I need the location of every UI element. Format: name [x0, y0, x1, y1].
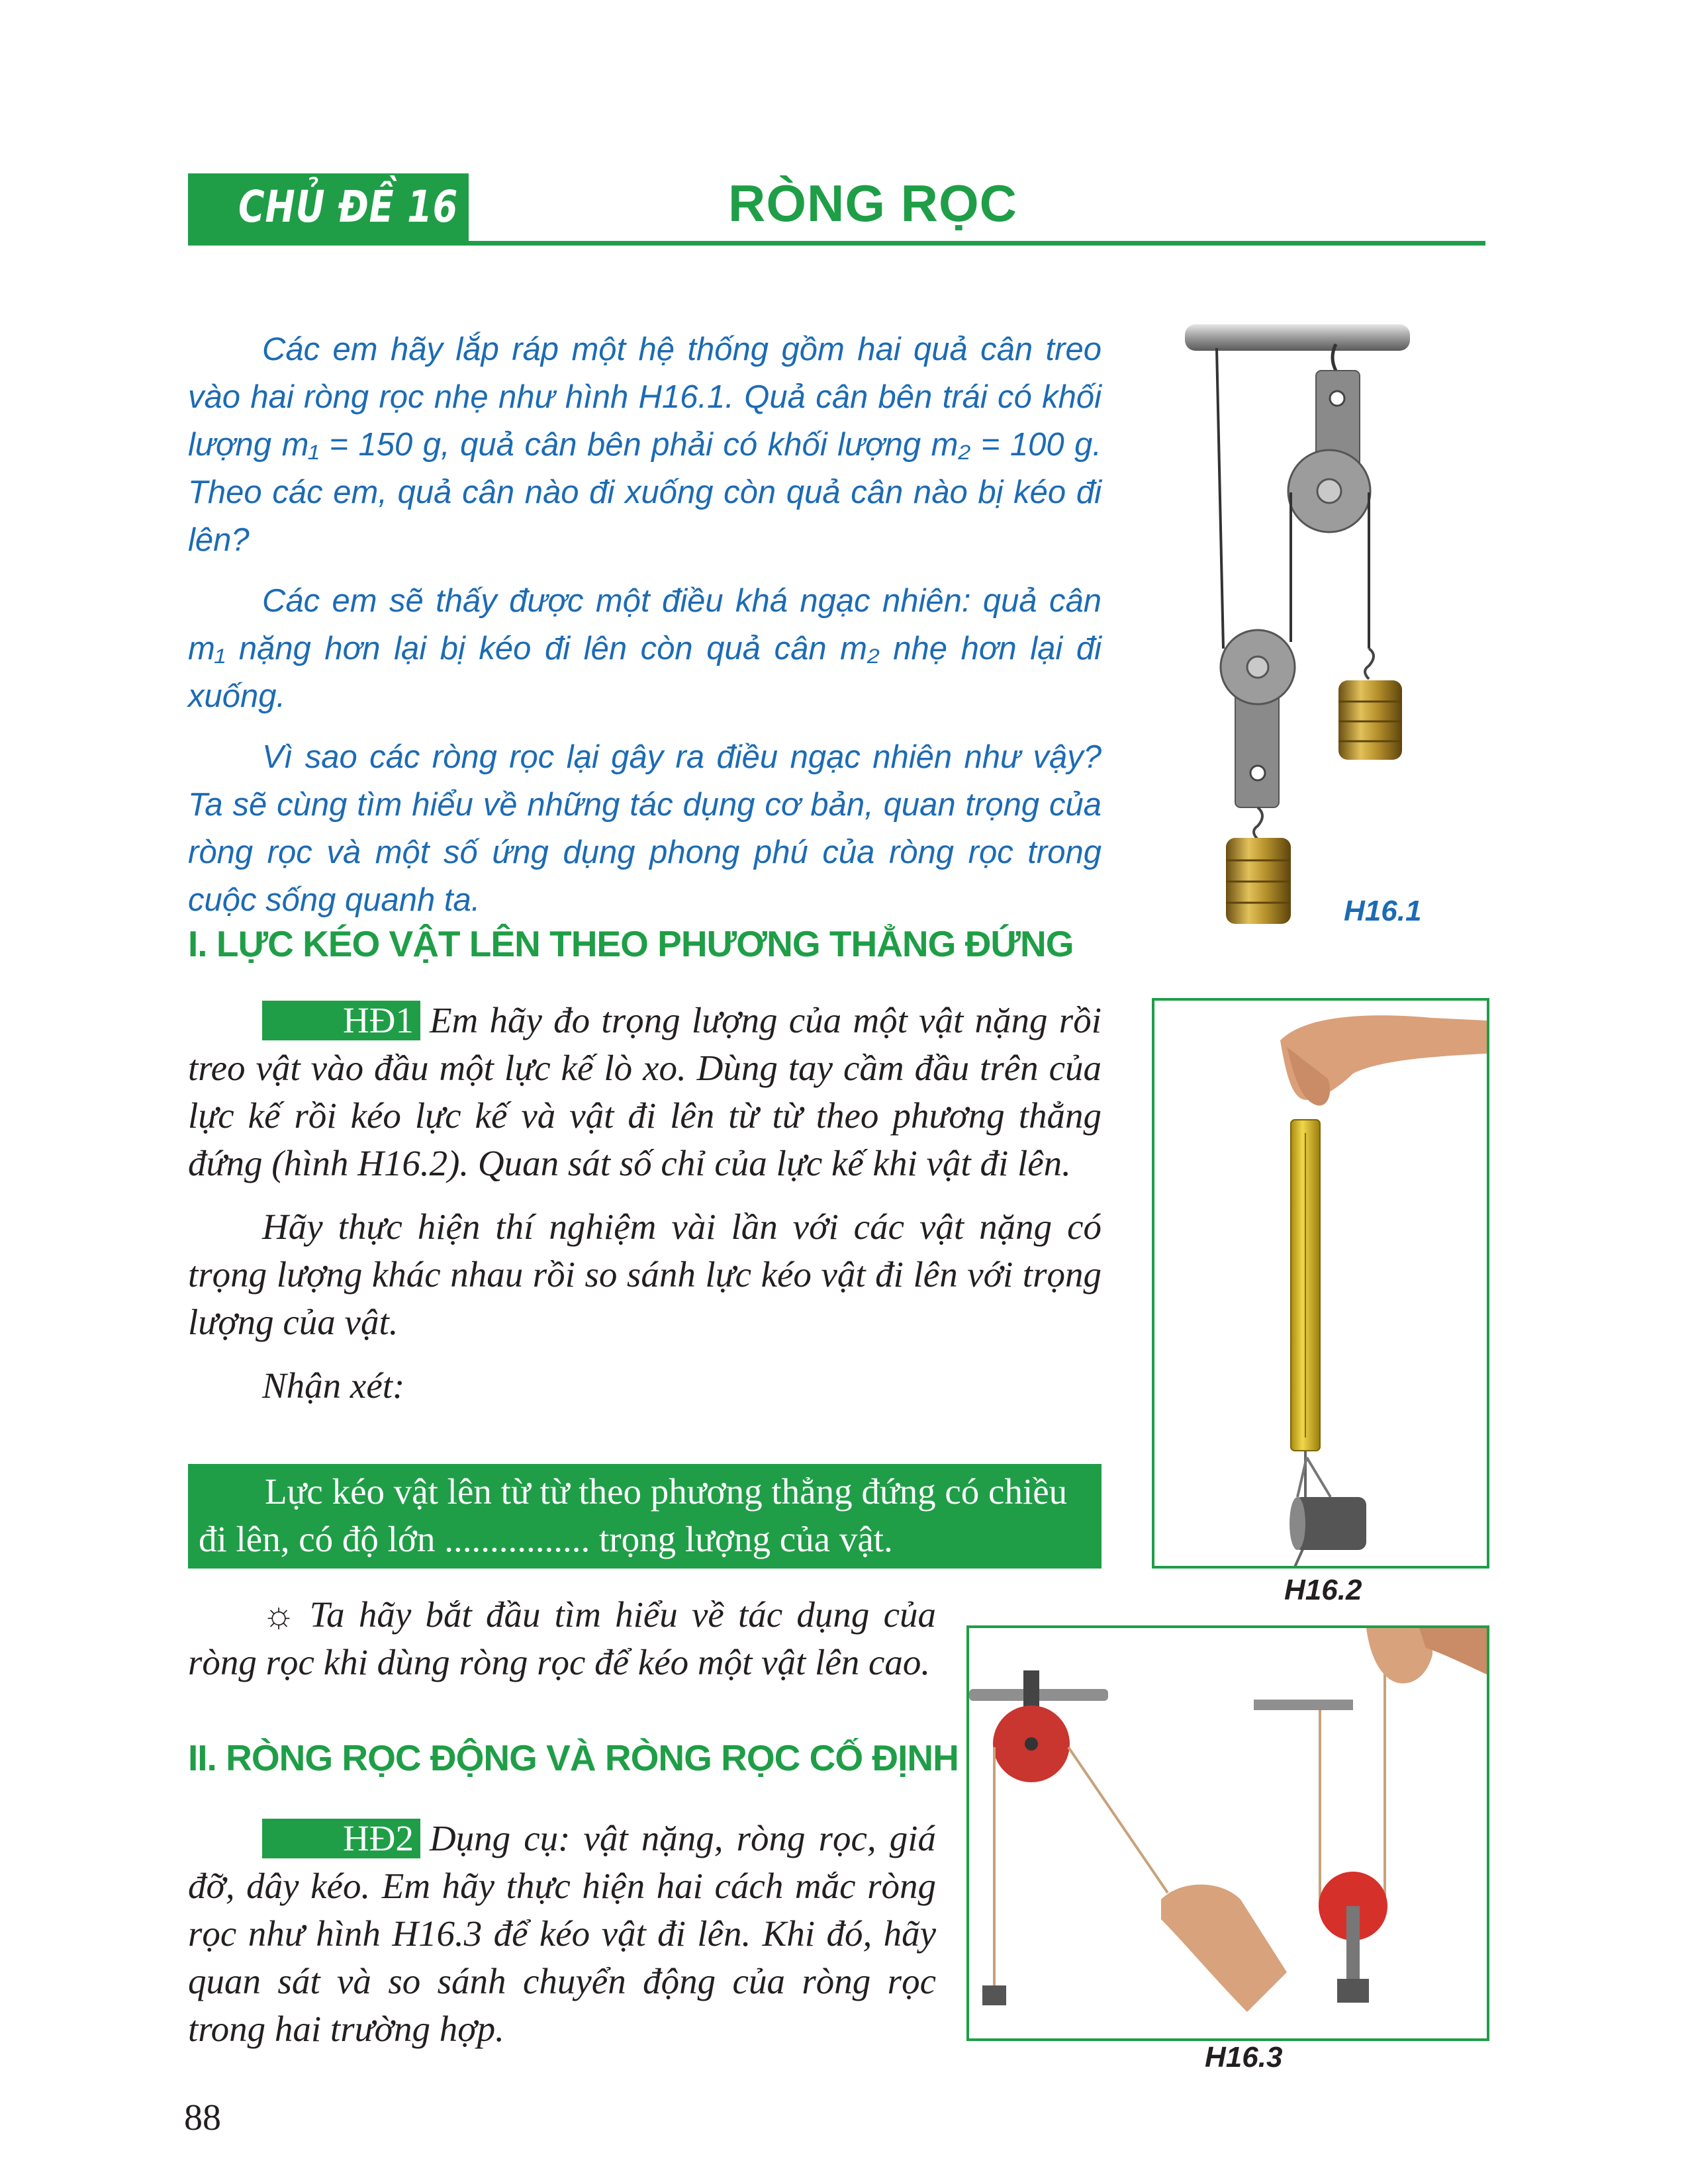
transition-sentence: Ta hãy bắt đầu tìm hiểu về tác dụng của ròng rọc khi dùng ròng rọc để kéo một vật lên cao.	[188, 1594, 937, 1682]
transition-text	[188, 1591, 936, 1686]
section-1-paragraph-2: Hãy thực hiện thí nghiệm vài lần với các vật nặng có trọng lượng khác nhau rồi so sánh lực kéo vật đi lên với trọng lượng của vật.	[188, 1206, 1102, 1342]
section-2-heading: II. RÒNG RỌC ĐỘNG VÀ RÒNG RỌC CỐ ĐỊNH	[188, 1737, 959, 1778]
weight-cylinder	[1284, 1451, 1383, 1563]
section-1-body	[188, 997, 1102, 1426]
hd1-text: Em hãy đo trọng lượng của một vật nặng rồi treo vật vào đầu một lực kế lò xo. Dùng tay cầm đầu trên của lực kế rồi kéo lực kế và vật đi lên từ từ theo phương thẳng đứng (hình H16.2). Quan sát số chỉ của lực kế khi vật đi lên.	[188, 1000, 1102, 1183]
section-2-body	[188, 1815, 936, 2069]
figure-h16-2	[1152, 998, 1489, 1569]
pulleys-illustration	[969, 1628, 1487, 2038]
topic-label: CHỦ ĐỀ 16	[238, 181, 459, 232]
section-1-heading: I. LỰC KÉO VẬT LÊN THEO PHƯƠNG THẲNG ĐỨNG	[188, 923, 1074, 964]
title-rule	[188, 241, 1485, 246]
sun-icon: ☼	[262, 1594, 296, 1635]
caption-h16-3: H16.3	[1205, 2041, 1283, 2073]
page-number: 88	[184, 2097, 221, 2138]
figure-h16-1	[1165, 304, 1430, 940]
figure-h16-3	[966, 1625, 1489, 2041]
caption-h16-1: H16.1	[1344, 895, 1422, 927]
hd2-badge: HĐ2	[262, 1819, 420, 1858]
caption-h16-2: H16.2	[1284, 1574, 1362, 1606]
hd1-paragraph	[188, 997, 1102, 1187]
intro-paragraph-2: Các em sẽ thấy được một điều khá ngạc nhiên: quả cân m₁ nặng hơn lại bị kéo đi lên còn quả cân m₂ nhẹ hơn lại đi xuống.	[188, 583, 1102, 714]
remark-box-text: Lực kéo vật lên từ từ theo phương thẳng đứng có chiều đi lên, có độ lớn ................ trọng lượng của vật.	[199, 1471, 1068, 1559]
remark-box	[188, 1464, 1102, 1569]
intro-paragraph-3: Vì sao các ròng rọc lại gây ra điều ngạc nhiên như vậy? Ta sẽ cùng tìm hiểu về những tác dụng cơ bản, quan trọng của ròng rọc và một số ứng dụng phong phú của ròng rọc trong cuộc sống quanh ta.	[188, 739, 1102, 918]
intro-paragraph-1: Các em hãy lắp ráp một hệ thống gồm hai quả cân treo vào hai ròng rọc nhẹ như hình H16.1. Quả cân bên trái có khối lượng m₁ = 150 g, quả cân bên phải có khối lượng m₂ = 100 g. Theo các em, quả cân nào đi xuống còn quả cân nào bị kéo đi lên?	[188, 332, 1102, 558]
hd2-paragraph	[188, 1815, 936, 2053]
hd1-badge: HĐ1	[262, 1001, 420, 1040]
hd2-text: Dụng cụ: vật nặng, ròng rọc, giá đỡ, dây kéo. Em hãy thực hiện hai cách mắc ròng rọc như hình H16.3 để kéo vật đi lên. Khi đó, hãy quan sát và so sánh chuyển động của ròng rọc trong hai trường hợp.	[188, 1818, 936, 2049]
remark-label: Nhận xét:	[262, 1365, 405, 1406]
page-title: RÒNG RỌC	[728, 174, 1017, 232]
intro-text	[188, 326, 1102, 937]
